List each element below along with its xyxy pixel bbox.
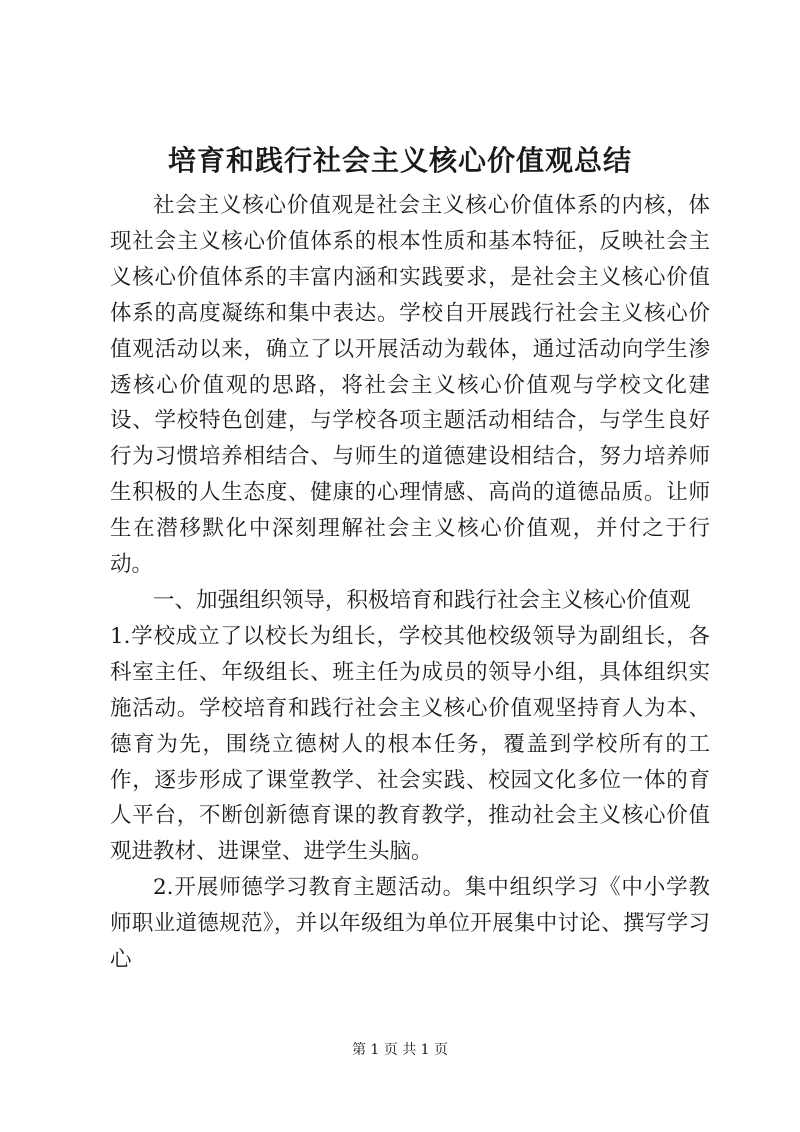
- section-heading-1: 一、加强组织领导，积极培育和践行社会主义核心价值观: [153, 587, 691, 613]
- item-paragraph-1: 1.学校成立了以校长为组长，学校其他校级领导为副组长，各科室主任、年级组长、班主任为成员的领导小组，具体组织实施活动。学校培育和践行社会主义核心价值观坚持育人为本、德育为先，围绕立德树人的根本任务，覆盖到学校所有的工作，逐步形成了课堂教学、社会实践、校园文化多位一体的育人平台，不断创新德育课的教育教学，推动社会主义核心价值观进教材、进课堂、进学生头脑。: [110, 623, 710, 865]
- document-title: 培育和践行社会主义核心价值观总结: [167, 144, 632, 177]
- intro-paragraph: 社会主义核心价值观是社会主义核心价值体系的内核，体现社会主义核心价值体系的根本性质和基本特征，反映社会主义核心价值体系的丰富内涵和实践要求，是社会主义核心价值体系的高度凝练和集中表达。学校自开展践行社会主义核心价值观活动以来，确立了以开展活动为载体，通过活动向学生渗透核心价值观的思路，将社会主义核心价值观与学校文化建设、学校特色创建，与学校各项主题活动相结合，与学生良好行为习惯培养相结合、与师生的道德建设相结合，努力培养师生积极的人生态度、健康的心理情感、高尚的道德品质。让师生在潜移默化中深刻理解社会主义核心价值观，并付之于行动。: [110, 193, 710, 578]
- page-number-footer: 第 1 页 共 1 页: [351, 1042, 449, 1058]
- item-paragraph-2: 2.开展师德学习教育主题活动。集中组织学习《中小学教师职业道德规范》，并以年级组为单位开展集中讨论、撰写学习心: [110, 875, 710, 973]
- document-body: [110, 188, 710, 978]
